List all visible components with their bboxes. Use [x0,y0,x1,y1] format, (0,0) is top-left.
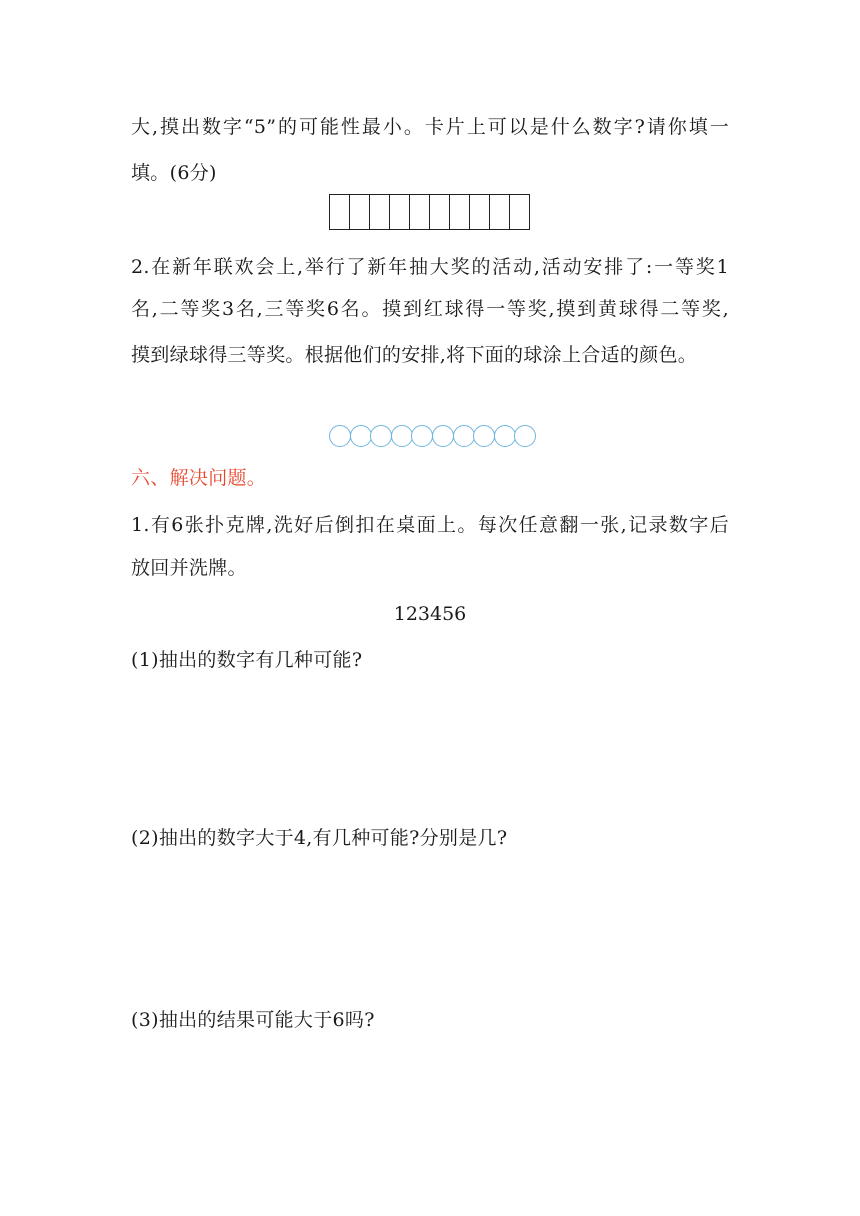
card-answer-box[interactable] [370,195,390,229]
sub-question-2: (2)抽出的数字大于4,有几种可能?分别是几? [131,827,508,849]
sub-question-1: (1)抽出的数字有几种可能? [131,649,363,671]
ball-circle[interactable] [514,425,536,447]
question-2-line: 名,二等奖3名,三等奖6名。摸到红球得一等奖,摸到黄球得二等奖, [131,298,729,320]
ball-circle[interactable] [411,425,433,447]
ball-circle[interactable] [391,425,413,447]
ball-circle[interactable] [453,425,475,447]
card-answer-box[interactable] [490,195,510,229]
problem-1-line: 1.有6张扑克牌,洗好后倒扣在桌面上。每次任意翻一张,记录数字后 [131,514,729,536]
sub-question-3: (3)抽出的结果可能大于6吗? [131,1009,375,1031]
question-text-line: 填。(6分) [131,162,217,184]
card-answer-box[interactable] [470,195,490,229]
ball-circle[interactable] [370,425,392,447]
card-answer-box[interactable] [350,195,370,229]
ball-circle[interactable] [432,425,454,447]
section-heading: 六、解决问题。 [131,467,267,489]
problem-1-line: 放回并洗牌。 [131,557,247,579]
card-answer-box[interactable] [410,195,430,229]
ball-circle[interactable] [329,425,351,447]
card-answer-box[interactable] [510,195,530,229]
ball-circle[interactable] [494,425,516,447]
card-answer-box[interactable] [430,195,450,229]
ball-circle[interactable] [473,425,495,447]
card-answer-box[interactable] [450,195,470,229]
question-2-line: 摸到绿球得三等奖。根据他们的安排,将下面的球涂上合适的颜色。 [131,344,698,366]
card-answer-box[interactable] [330,195,350,229]
ball-circle[interactable] [350,425,372,447]
card-answer-box[interactable] [390,195,410,229]
question-2-line: 2.在新年联欢会上,举行了新年抽大奖的活动,活动安排了:一等奖1 [131,256,729,278]
card-answer-boxes[interactable] [329,194,530,230]
card-numbers: 123456 [393,603,467,625]
question-text-line: 大,摸出数字“5”的可能性最小。卡片上可以是什么数字?请你填一 [131,116,729,138]
ball-color-row[interactable] [329,425,535,447]
